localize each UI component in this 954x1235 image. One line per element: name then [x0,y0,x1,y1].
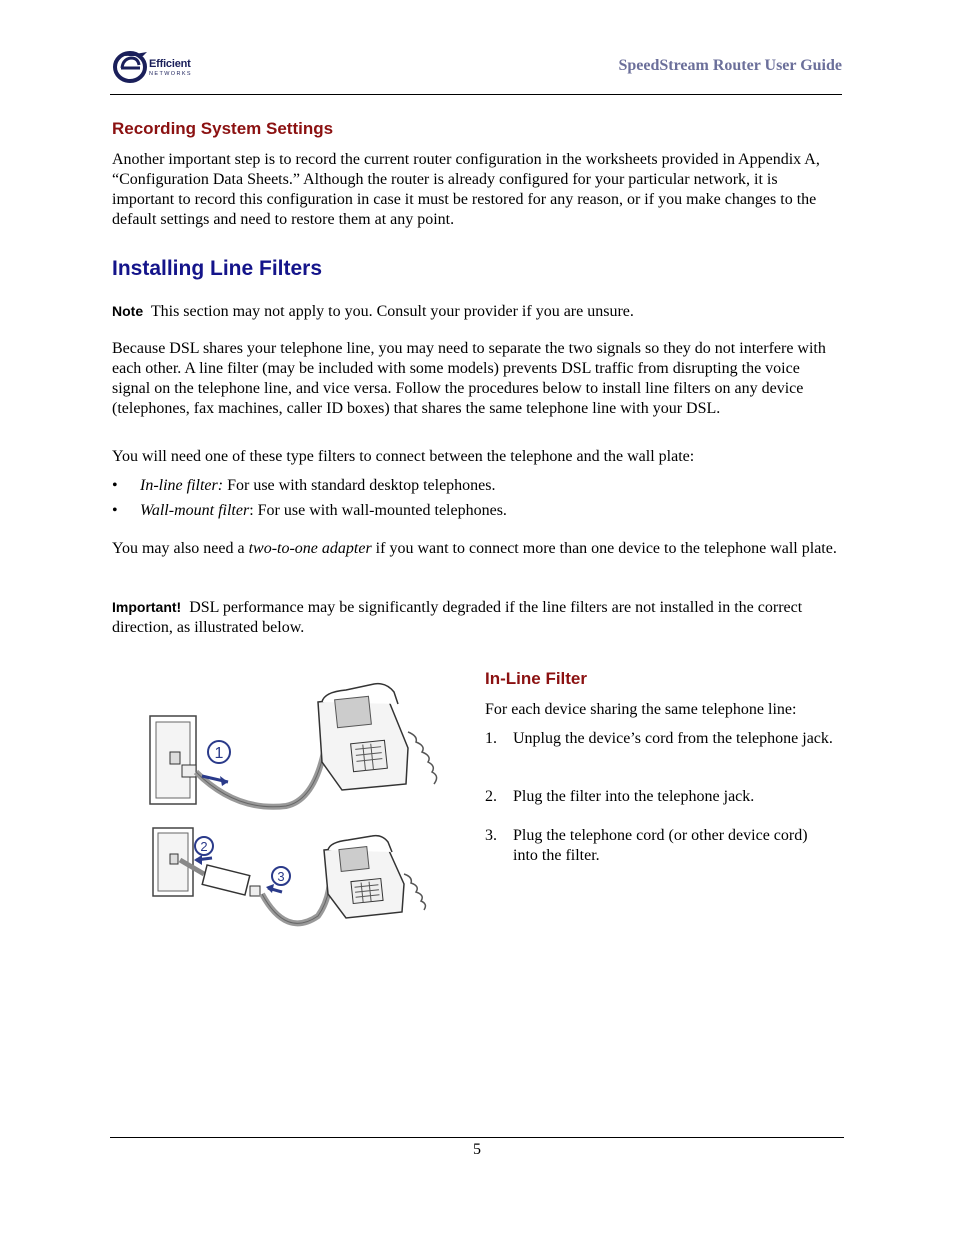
bullet-term: In-line filter: [140,477,224,494]
document-title: SpeedStream Router User Guide [618,57,842,74]
installing-heading: Installing Line Filters [112,257,323,280]
svg-text:2: 2 [200,839,208,854]
adapter-pre: You may also need a [112,540,249,557]
step-text: Plug the telephone cord (or other device cord) into the filter. [513,827,808,864]
callout-2-icon [195,837,213,855]
desk-telephone-icon [324,836,425,918]
need-filter-text: You will need one of these type filters to connect between the telephone and the wall plate: [112,448,695,465]
installing-body: Because DSL shares your telephone line, you may need to separate the two signals so they do not interfere with each other. A line filter (may be included with some models) prevents DSL traffic from disrupting the voice signal on the telephone line, and vice versa. Follow the procedures below to install line filters on any device (telephones, fax machines, caller ID boxes) that shares the same telephone line with your DSL. [112,340,826,417]
svg-text:3: 3 [277,869,285,884]
bullet-text: For use with standard desktop telephones. [223,477,496,494]
adapter-post: if you want to connect more than one device to the telephone wall plate. [371,540,837,557]
step-text: Plug the filter into the telephone jack. [513,788,755,805]
efficient-networks-logo [113,50,213,84]
inline-filter-intro: For each device sharing the same telephone line: [485,701,797,718]
logo-wordmark: Efficient [149,58,191,70]
logo-e-icon [113,50,153,84]
line-filter-icon [180,855,330,923]
important-label: Important! [112,599,182,615]
inline-filter-illustration [146,672,446,934]
note-text: This section may not apply to you. Consult your provider if you are unsure. [150,303,634,320]
step-number: 1. [485,730,497,747]
note-label: Note [112,303,144,319]
wall-plate-icon [150,716,196,804]
callout-3-icon [272,867,290,885]
header-rule [110,94,842,95]
desk-telephone-icon [318,684,437,790]
important-text: DSL performance may be significantly degraded if the line filters are not installed in the correct direction, as illustrated below. [112,599,803,636]
logo-subtext: NETWORKS [149,71,192,77]
step-number: 2. [485,788,497,805]
phone-cord-plug-icon [182,742,326,807]
recording-body: Another important step is to record the current router configuration in the worksheets provided in Appendix A, “Configuration Data Sheets.” Although the router is already configured for your particular network, it is important to record this configuration in case it must be restored for any reason, or if you make changes to the default settings and need to restore them at any point. [112,151,820,228]
bullet-text: : For use with wall-mounted telephones. [249,502,507,519]
adapter-paragraph [112,539,837,559]
bullet-term: Wall-mount filter [140,502,250,519]
step-text: Unplug the device’s cord from the telephone jack. [513,730,833,747]
step-number: 3. [485,827,497,844]
recording-heading: Recording System Settings [112,119,334,138]
note-paragraph [112,301,837,322]
page-number: 5 [473,1141,481,1158]
footer-rule [110,1137,844,1138]
inline-filter-heading: In-Line Filter [485,669,587,688]
adapter-term: two-to-one adapter [248,540,372,557]
svg-text:1: 1 [214,745,224,762]
callout-1-icon [208,741,230,763]
important-paragraph [112,597,837,638]
